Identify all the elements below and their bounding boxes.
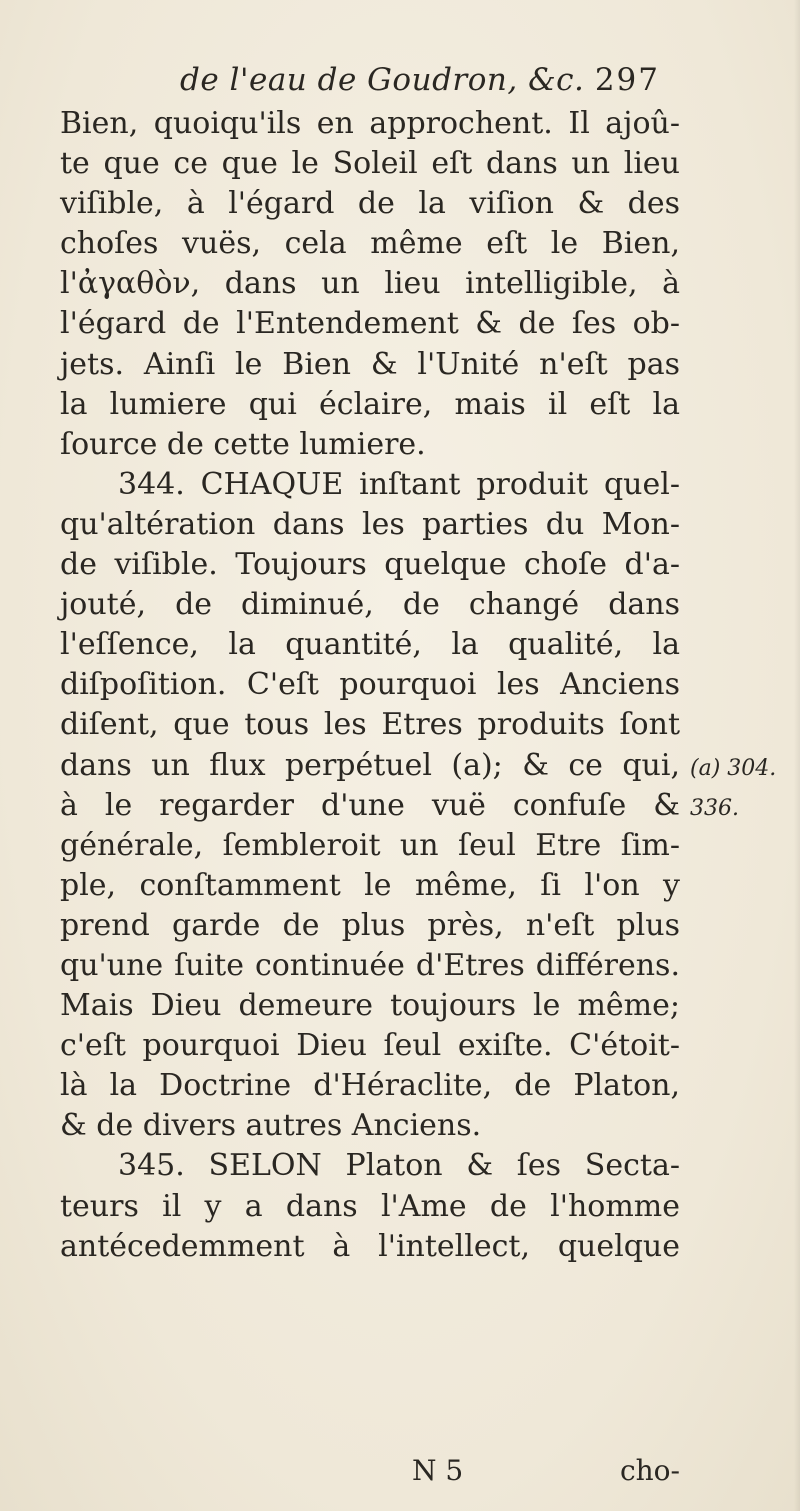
running-head: de l'eau de Goudron, &c.: [180, 62, 585, 98]
text-line: te que ce que le Soleil eſt dans un lieu: [60, 146, 680, 182]
text-line: diſpoſition. C'eſt pourquoi les Anciens: [60, 667, 680, 703]
text-line: qu'une ſuite continuée d'Etres différens.: [60, 947, 680, 983]
text-line: de viſible. Toujours quelque choſe d'a-: [60, 547, 680, 583]
text-line: l'égard de l'Entendement & de ſes ob-: [60, 306, 680, 342]
paragraph-start: 345. SELON Platon & ſes Secta-: [118, 1148, 680, 1184]
text-line: qu'altération dans les parties du Mon-: [60, 506, 680, 542]
signature-mark: N 5: [412, 1454, 464, 1487]
text-line: prend garde de plus près, n'eſt plus: [60, 907, 680, 943]
catchword: cho-: [619, 1454, 680, 1487]
text-line: dans un flux perpétuel (a); & ce qui,: [60, 747, 680, 783]
page-footer: [60, 1454, 680, 1494]
text-line: c'eſt pourquoi Dieu ſeul exiſte. C'étoit-: [60, 1028, 680, 1064]
text-line: ple, conſtamment le même, ſi l'on y: [60, 867, 680, 903]
text-line: là la Doctrine d'Héraclite, de Platon,: [60, 1068, 680, 1104]
text-line: jets. Ainſi le Bien & l'Unité n'eſt pas: [60, 346, 680, 382]
text-line: jouté, de diminué, de changé dans: [60, 587, 680, 623]
text-line: choſes vuës, cela même eſt le Bien,: [60, 226, 680, 262]
text-line: Mais Dieu demeure toujours le même;: [60, 988, 680, 1024]
page-number: 297: [594, 62, 660, 98]
page-header: [170, 62, 660, 102]
text-line: Bien, quoiqu'ils en approchent. Il ajoû-: [60, 106, 680, 141]
paragraph-start: 344. CHAQUE inſtant produit quel-: [118, 466, 680, 502]
page-edge-shadow: [794, 0, 800, 1511]
margin-note: 336.: [690, 796, 739, 821]
text-line: l'ἀγαθὸν, dans un lieu intelligible, à: [60, 266, 680, 302]
text-line: ſource de cette lumiere.: [60, 426, 426, 462]
margin-note: (a) 304.: [690, 756, 777, 781]
text-line: antécedemment à l'intellect, quelque: [60, 1228, 680, 1264]
text-line: l'eſſence, la quantité, la qualité, la: [60, 627, 680, 663]
text-line: la lumiere qui éclaire, mais il eſt la: [60, 386, 680, 422]
body-text: [60, 104, 680, 1267]
text-line: générale, ſembleroit un ſeul Etre ſim-: [60, 827, 680, 863]
text-line: à le regarder d'une vuë confuſe &: [60, 787, 680, 823]
text-line: diſent, que tous les Etres produits ſont: [60, 707, 680, 743]
text-line: teurs il y a dans l'Ame de l'homme: [60, 1188, 680, 1224]
text-line: & de divers autres Anciens.: [60, 1108, 482, 1144]
text-line: viſible, à l'égard de la viſion & des: [60, 186, 680, 222]
